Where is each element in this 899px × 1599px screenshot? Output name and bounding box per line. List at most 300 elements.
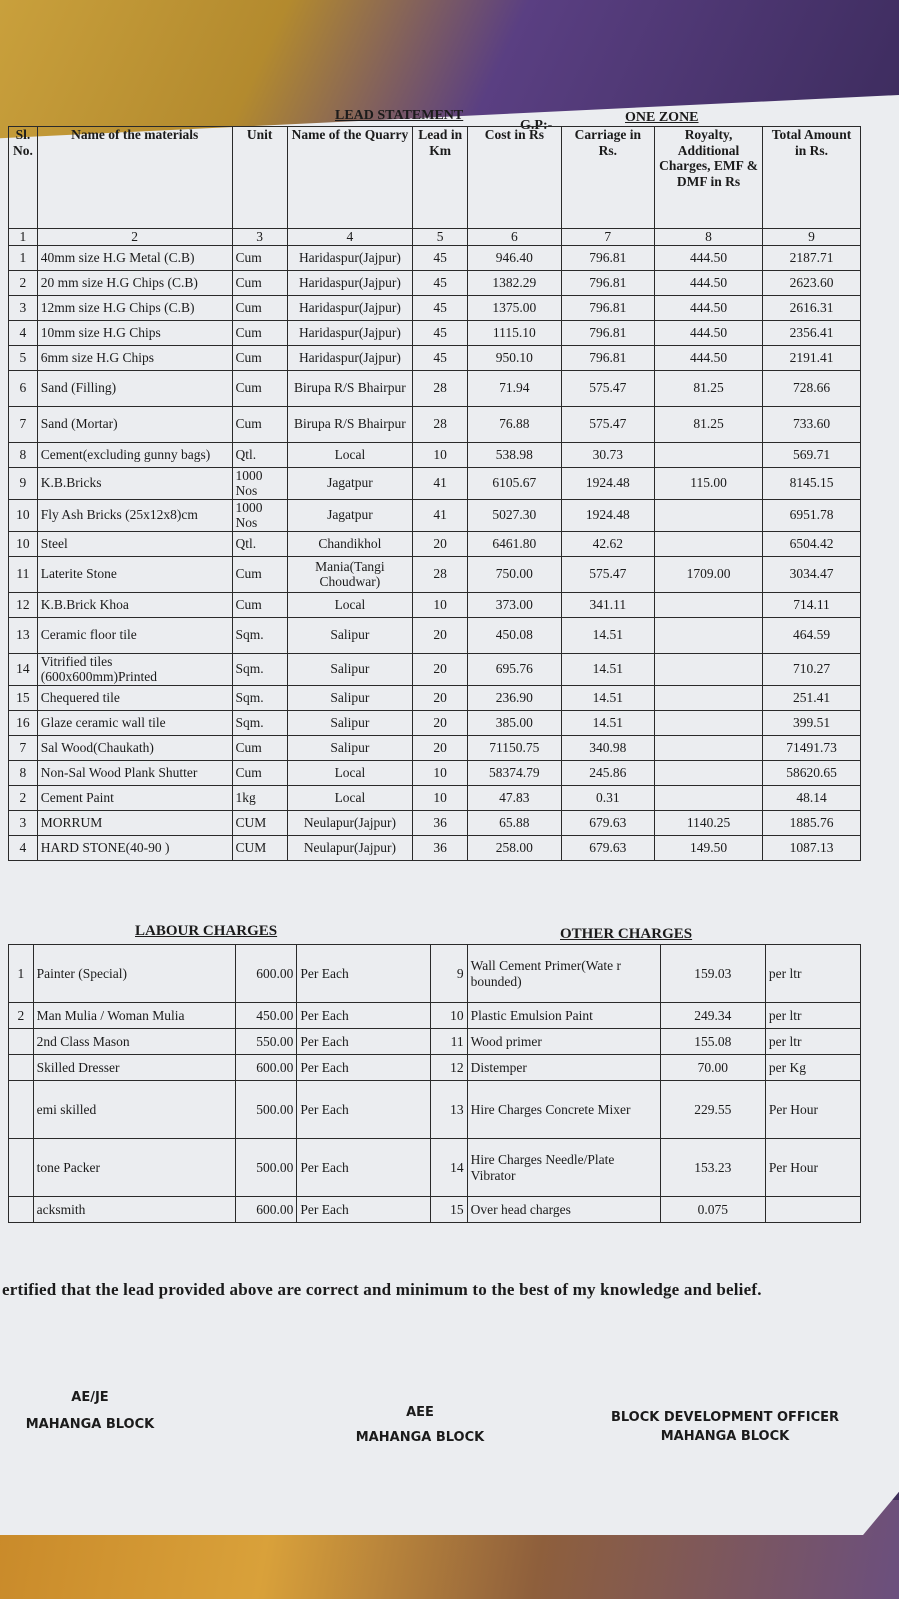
cell-royalty <box>655 685 763 710</box>
cell-sl: 1 <box>9 245 38 270</box>
cell-carriage: 796.81 <box>561 320 654 345</box>
cell-royalty: 1709.00 <box>655 556 763 592</box>
cell-carriage: 575.47 <box>561 556 654 592</box>
cell-total: 710.27 <box>763 653 861 685</box>
cell-name: MORRUM <box>37 810 232 835</box>
cell-total: 3034.47 <box>763 556 861 592</box>
cell-quarry: Local <box>287 760 412 785</box>
table-row <box>9 810 861 835</box>
cell-name: Sand (Filling) <box>37 370 232 406</box>
cell-cost: 1375.00 <box>468 295 561 320</box>
cell-unit: 1000 Nos <box>232 499 287 531</box>
cell-unit: Cum <box>232 406 287 442</box>
cell-unit: Sqm. <box>232 685 287 710</box>
cell-sl: 12 <box>9 592 38 617</box>
labour-charges-title: LABOUR CHARGES <box>135 923 278 939</box>
cell-carriage: 42.62 <box>561 531 654 556</box>
cell-royalty <box>655 531 763 556</box>
table-row <box>9 406 861 442</box>
charges-table <box>8 944 861 1223</box>
cell-lead: 20 <box>413 617 468 653</box>
cell-cost: 946.40 <box>468 245 561 270</box>
other-cell-name: Wall Cement Primer(Wate r bounded) <box>467 945 660 1003</box>
cell-quarry: Birupa R/S Bhairpur <box>287 406 412 442</box>
cell-carriage: 14.51 <box>561 617 654 653</box>
cell-quarry: Haridaspur(Jajpur) <box>287 245 412 270</box>
labour-cell-per: Per Each <box>297 1003 431 1029</box>
cell-lead: 36 <box>413 810 468 835</box>
labour-cell-name: 2nd Class Mason <box>33 1029 235 1055</box>
cell-cost: 1115.10 <box>468 320 561 345</box>
cell-total: 58620.65 <box>763 760 861 785</box>
table-row <box>9 245 861 270</box>
cell-royalty: 444.50 <box>655 320 763 345</box>
cell-carriage: 796.81 <box>561 245 654 270</box>
cell-unit: Cum <box>232 320 287 345</box>
cell-total: 714.11 <box>763 592 861 617</box>
certificate-text: ertified that the lead provided above are correct and minimum to the best of my knowledge and belief. <box>2 1280 762 1299</box>
cell-lead: 41 <box>413 499 468 531</box>
cell-total: 6951.78 <box>763 499 861 531</box>
cell-royalty: 81.25 <box>655 370 763 406</box>
cell-cost: 65.88 <box>468 810 561 835</box>
cell-quarry: Chandikhol <box>287 531 412 556</box>
other-cell-rate: 249.34 <box>660 1003 765 1029</box>
cell-total: 2187.71 <box>763 245 861 270</box>
cell-cost: 6461.80 <box>468 531 561 556</box>
cell-cost: 236.90 <box>468 685 561 710</box>
cell-lead: 20 <box>413 653 468 685</box>
cell-total: 71491.73 <box>763 735 861 760</box>
labour-cell-sl <box>9 1081 34 1139</box>
other-cell-sl: 13 <box>431 1081 467 1139</box>
cell-sl: 2 <box>9 270 38 295</box>
table-row <box>9 785 861 810</box>
charges-row <box>9 945 861 1003</box>
other-cell-per: per ltr <box>765 1003 860 1029</box>
cell-unit: Cum <box>232 270 287 295</box>
cell-total: 569.71 <box>763 442 861 467</box>
cell-lead: 28 <box>413 556 468 592</box>
cell-sl: 2 <box>9 785 38 810</box>
col-carriage: Carriage in Rs. <box>561 127 654 229</box>
cell-unit: Qtl. <box>232 442 287 467</box>
cell-quarry: Local <box>287 442 412 467</box>
charges-row <box>9 1081 861 1139</box>
cell-royalty: 81.25 <box>655 406 763 442</box>
cell-unit: Cum <box>232 592 287 617</box>
charges-row <box>9 1055 861 1081</box>
cell-quarry: Mania(Tangi Choudwar) <box>287 556 412 592</box>
table-row <box>9 710 861 735</box>
table-row <box>9 735 861 760</box>
cell-carriage: 1924.48 <box>561 467 654 499</box>
cell-carriage: 14.51 <box>561 653 654 685</box>
cell-carriage: 245.86 <box>561 760 654 785</box>
signature-ae-je: AE/JE MAHANGA BLOCK <box>25 1390 155 1432</box>
other-charges-title: OTHER CHARGES <box>560 926 693 942</box>
table-row <box>9 467 861 499</box>
table-row <box>9 653 861 685</box>
col-total: Total Amount in Rs. <box>763 127 861 229</box>
cell-carriage: 0.31 <box>561 785 654 810</box>
table-row <box>9 295 861 320</box>
cell-quarry: Neulapur(Jajpur) <box>287 835 412 860</box>
cell-total: 1885.76 <box>763 810 861 835</box>
cell-lead: 20 <box>413 685 468 710</box>
labour-cell-sl: 2 <box>9 1003 34 1029</box>
cell-lead: 20 <box>413 710 468 735</box>
cell-royalty <box>655 653 763 685</box>
cell-name: Cement Paint <box>37 785 232 810</box>
cell-unit: CUM <box>232 835 287 860</box>
cell-lead: 45 <box>413 295 468 320</box>
cell-name: HARD STONE(40-90 ) <box>37 835 232 860</box>
cell-cost: 58374.79 <box>468 760 561 785</box>
cell-quarry: Salipur <box>287 735 412 760</box>
cell-unit: Cum <box>232 345 287 370</box>
cell-lead: 45 <box>413 320 468 345</box>
other-cell-sl: 10 <box>431 1003 467 1029</box>
cell-sl: 10 <box>9 499 38 531</box>
cell-royalty: 1140.25 <box>655 810 763 835</box>
cell-lead: 45 <box>413 245 468 270</box>
cell-lead: 20 <box>413 735 468 760</box>
cell-name: Ceramic floor tile <box>37 617 232 653</box>
cell-total: 2191.41 <box>763 345 861 370</box>
other-cell-per: Per Hour <box>765 1081 860 1139</box>
table-row <box>9 617 861 653</box>
cell-name: Fly Ash Bricks (25x12x8)cm <box>37 499 232 531</box>
cell-total: 464.59 <box>763 617 861 653</box>
signature-bdo: BLOCK DEVELOPMENT OFFICER MAHANGA BLOCK <box>610 1410 840 1444</box>
cell-total: 728.66 <box>763 370 861 406</box>
other-cell-name: Plastic Emulsion Paint <box>467 1003 660 1029</box>
other-cell-name: Wood primer <box>467 1029 660 1055</box>
cell-cost: 385.00 <box>468 710 561 735</box>
cell-cost: 258.00 <box>468 835 561 860</box>
cell-quarry: Salipur <box>287 685 412 710</box>
cell-quarry: Local <box>287 592 412 617</box>
table-row <box>9 835 861 860</box>
charges-row <box>9 1029 861 1055</box>
cell-royalty <box>655 760 763 785</box>
table-row <box>9 370 861 406</box>
cell-carriage: 14.51 <box>561 685 654 710</box>
cell-name: Cement(excluding gunny bags) <box>37 442 232 467</box>
cell-sl: 4 <box>9 835 38 860</box>
cell-unit: Sqm. <box>232 653 287 685</box>
labour-cell-name: Painter (Special) <box>33 945 235 1003</box>
labour-cell-sl <box>9 1197 34 1223</box>
cell-name: 40mm size H.G Metal (C.B) <box>37 245 232 270</box>
cell-sl: 4 <box>9 320 38 345</box>
table-row <box>9 760 861 785</box>
cell-cost: 373.00 <box>468 592 561 617</box>
other-cell-sl: 12 <box>431 1055 467 1081</box>
cell-cost: 950.10 <box>468 345 561 370</box>
table-row <box>9 270 861 295</box>
cell-lead: 20 <box>413 531 468 556</box>
cell-unit: Cum <box>232 245 287 270</box>
other-cell-name: Hire Charges Concrete Mixer <box>467 1081 660 1139</box>
cell-quarry: Salipur <box>287 653 412 685</box>
cell-name: 20 mm size H.G Chips (C.B) <box>37 270 232 295</box>
cell-sl: 8 <box>9 442 38 467</box>
labour-cell-per: Per Each <box>297 945 431 1003</box>
cell-carriage: 1924.48 <box>561 499 654 531</box>
cell-cost: 71150.75 <box>468 735 561 760</box>
cell-lead: 10 <box>413 760 468 785</box>
cell-sl: 13 <box>9 617 38 653</box>
cell-name: Vitrified tiles (600x600mm)Printed <box>37 653 232 685</box>
cell-unit: 1kg <box>232 785 287 810</box>
cell-name: Laterite Stone <box>37 556 232 592</box>
cell-royalty <box>655 785 763 810</box>
cell-sl: 9 <box>9 467 38 499</box>
cell-sl: 7 <box>9 406 38 442</box>
labour-cell-rate: 550.00 <box>235 1029 296 1055</box>
charges-row <box>9 1003 861 1029</box>
other-cell-sl: 11 <box>431 1029 467 1055</box>
table-row <box>9 442 861 467</box>
signature-aee: AEE MAHANGA BLOCK <box>355 1405 485 1445</box>
lead-statement-title: LEAD STATEMENT <box>335 108 464 123</box>
cell-carriage: 796.81 <box>561 270 654 295</box>
other-cell-name: Over head charges <box>467 1197 660 1223</box>
zone-label: ONE ZONE <box>625 110 699 125</box>
cell-quarry: Salipur <box>287 710 412 735</box>
cell-unit: Cum <box>232 556 287 592</box>
materials-table <box>8 126 861 861</box>
labour-cell-rate: 500.00 <box>235 1081 296 1139</box>
cell-royalty: 444.50 <box>655 245 763 270</box>
other-cell-rate: 70.00 <box>660 1055 765 1081</box>
cell-cost: 1382.29 <box>468 270 561 295</box>
labour-cell-sl <box>9 1029 34 1055</box>
charges-row <box>9 1139 861 1197</box>
table-row <box>9 556 861 592</box>
cell-name: K.B.Brick Khoa <box>37 592 232 617</box>
cell-lead: 28 <box>413 406 468 442</box>
column-number-row: 1 2 3 4 5 6 7 8 9 <box>9 229 861 246</box>
other-cell-rate: 159.03 <box>660 945 765 1003</box>
cell-sl: 5 <box>9 345 38 370</box>
cell-unit: Cum <box>232 295 287 320</box>
cell-name: 6mm size H.G Chips <box>37 345 232 370</box>
other-cell-name: Hire Charges Needle/Plate Vibrator <box>467 1139 660 1197</box>
cell-total: 399.51 <box>763 710 861 735</box>
labour-cell-rate: 450.00 <box>235 1003 296 1029</box>
other-cell-per: per ltr <box>765 945 860 1003</box>
other-cell-per: per Kg <box>765 1055 860 1081</box>
cell-cost: 6105.67 <box>468 467 561 499</box>
cell-carriage: 14.51 <box>561 710 654 735</box>
cell-total: 6504.42 <box>763 531 861 556</box>
cell-sl: 15 <box>9 685 38 710</box>
cell-sl: 3 <box>9 810 38 835</box>
cell-royalty: 115.00 <box>655 467 763 499</box>
col-cost: Cost in Rs <box>468 127 561 229</box>
labour-cell-rate: 600.00 <box>235 1055 296 1081</box>
cell-sl: 3 <box>9 295 38 320</box>
cell-name: Sand (Mortar) <box>37 406 232 442</box>
table-row <box>9 320 861 345</box>
table-row <box>9 685 861 710</box>
other-cell-sl: 14 <box>431 1139 467 1197</box>
cell-royalty <box>655 710 763 735</box>
labour-cell-per: Per Each <box>297 1197 431 1223</box>
cell-total: 2623.60 <box>763 270 861 295</box>
cell-royalty <box>655 592 763 617</box>
cell-royalty: 444.50 <box>655 270 763 295</box>
other-cell-rate: 229.55 <box>660 1081 765 1139</box>
labour-cell-rate: 600.00 <box>235 945 296 1003</box>
cell-carriage: 575.47 <box>561 406 654 442</box>
cell-royalty <box>655 617 763 653</box>
cell-quarry: Haridaspur(Jajpur) <box>287 295 412 320</box>
cell-carriage: 575.47 <box>561 370 654 406</box>
cell-total: 2356.41 <box>763 320 861 345</box>
other-cell-name: Distemper <box>467 1055 660 1081</box>
cell-name: Chequered tile <box>37 685 232 710</box>
labour-cell-rate: 600.00 <box>235 1197 296 1223</box>
gp-label: G.P:- <box>520 118 553 133</box>
col-lead: Lead in Km <box>413 127 468 229</box>
cell-royalty <box>655 735 763 760</box>
cell-total: 251.41 <box>763 685 861 710</box>
cell-royalty: 444.50 <box>655 345 763 370</box>
cell-carriage: 30.73 <box>561 442 654 467</box>
cell-carriage: 679.63 <box>561 810 654 835</box>
other-cell-per <box>765 1197 860 1223</box>
cell-carriage: 679.63 <box>561 835 654 860</box>
cell-total: 733.60 <box>763 406 861 442</box>
labour-cell-per: Per Each <box>297 1081 431 1139</box>
other-cell-per: Per Hour <box>765 1139 860 1197</box>
labour-cell-sl <box>9 1139 34 1197</box>
cell-carriage: 796.81 <box>561 295 654 320</box>
cell-cost: 47.83 <box>468 785 561 810</box>
cell-cost: 538.98 <box>468 442 561 467</box>
cell-name: Steel <box>37 531 232 556</box>
cell-name: K.B.Bricks <box>37 467 232 499</box>
table-row <box>9 531 861 556</box>
col-name: Name of the materials <box>37 127 232 229</box>
cell-quarry: Jagatpur <box>287 499 412 531</box>
cell-sl: 10 <box>9 531 38 556</box>
labour-cell-per: Per Each <box>297 1029 431 1055</box>
cell-unit: Qtl. <box>232 531 287 556</box>
cell-cost: 71.94 <box>468 370 561 406</box>
other-cell-rate: 155.08 <box>660 1029 765 1055</box>
cell-royalty: 444.50 <box>655 295 763 320</box>
cell-sl: 11 <box>9 556 38 592</box>
cell-sl: 7 <box>9 735 38 760</box>
cell-quarry: Birupa R/S Bhairpur <box>287 370 412 406</box>
cell-sl: 16 <box>9 710 38 735</box>
cell-royalty <box>655 499 763 531</box>
other-cell-per: per ltr <box>765 1029 860 1055</box>
cell-total: 1087.13 <box>763 835 861 860</box>
cell-name: 10mm size H.G Chips <box>37 320 232 345</box>
labour-cell-name: Skilled Dresser <box>33 1055 235 1081</box>
col-unit: Unit <box>232 127 287 229</box>
cell-cost: 750.00 <box>468 556 561 592</box>
labour-cell-name: acksmith <box>33 1197 235 1223</box>
cell-sl: 14 <box>9 653 38 685</box>
labour-cell-name: Man Mulia / Woman Mulia <box>33 1003 235 1029</box>
cell-quarry: Neulapur(Jajpur) <box>287 810 412 835</box>
cell-unit: Sqm. <box>232 617 287 653</box>
other-cell-rate: 153.23 <box>660 1139 765 1197</box>
cell-unit: CUM <box>232 810 287 835</box>
cell-name: Non-Sal Wood Plank Shutter <box>37 760 232 785</box>
labour-cell-rate: 500.00 <box>235 1139 296 1197</box>
cell-quarry: Haridaspur(Jajpur) <box>287 320 412 345</box>
cell-name: Sal Wood(Chaukath) <box>37 735 232 760</box>
charges-row <box>9 1197 861 1223</box>
cell-quarry: Salipur <box>287 617 412 653</box>
table-row <box>9 499 861 531</box>
cell-lead: 10 <box>413 592 468 617</box>
cell-unit: Cum <box>232 370 287 406</box>
cell-cost: 5027.30 <box>468 499 561 531</box>
cell-quarry: Haridaspur(Jajpur) <box>287 270 412 295</box>
col-royalty: Royalty, Additional Charges, EMF & DMF in Rs <box>655 127 763 229</box>
cell-lead: 36 <box>413 835 468 860</box>
cell-sl: 6 <box>9 370 38 406</box>
cell-carriage: 340.98 <box>561 735 654 760</box>
cell-lead: 10 <box>413 442 468 467</box>
cell-cost: 695.76 <box>468 653 561 685</box>
cell-name: Glaze ceramic wall tile <box>37 710 232 735</box>
cell-sl: 8 <box>9 760 38 785</box>
cell-total: 8145.15 <box>763 467 861 499</box>
cell-unit: Cum <box>232 735 287 760</box>
labour-cell-sl: 1 <box>9 945 34 1003</box>
other-cell-rate: 0.075 <box>660 1197 765 1223</box>
cell-name: 12mm size H.G Chips (C.B) <box>37 295 232 320</box>
col-quarry: Name of the Quarry <box>287 127 412 229</box>
col-sl: Sl. No. <box>9 127 38 229</box>
cell-total: 2616.31 <box>763 295 861 320</box>
table-row <box>9 345 861 370</box>
cell-unit: Sqm. <box>232 710 287 735</box>
table-row <box>9 592 861 617</box>
labour-cell-name: tone Packer <box>33 1139 235 1197</box>
cell-lead: 45 <box>413 345 468 370</box>
cell-royalty <box>655 442 763 467</box>
cell-quarry: Local <box>287 785 412 810</box>
cell-lead: 41 <box>413 467 468 499</box>
cell-lead: 10 <box>413 785 468 810</box>
cell-quarry: Jagatpur <box>287 467 412 499</box>
cell-quarry: Haridaspur(Jajpur) <box>287 345 412 370</box>
other-cell-sl: 9 <box>431 945 467 1003</box>
cell-total: 48.14 <box>763 785 861 810</box>
cell-carriage: 796.81 <box>561 345 654 370</box>
labour-cell-name: emi skilled <box>33 1081 235 1139</box>
cell-cost: 76.88 <box>468 406 561 442</box>
labour-cell-per: Per Each <box>297 1055 431 1081</box>
cell-lead: 28 <box>413 370 468 406</box>
cell-unit: Cum <box>232 760 287 785</box>
labour-cell-per: Per Each <box>297 1139 431 1197</box>
cell-carriage: 341.11 <box>561 592 654 617</box>
other-cell-sl: 15 <box>431 1197 467 1223</box>
cell-royalty: 149.50 <box>655 835 763 860</box>
